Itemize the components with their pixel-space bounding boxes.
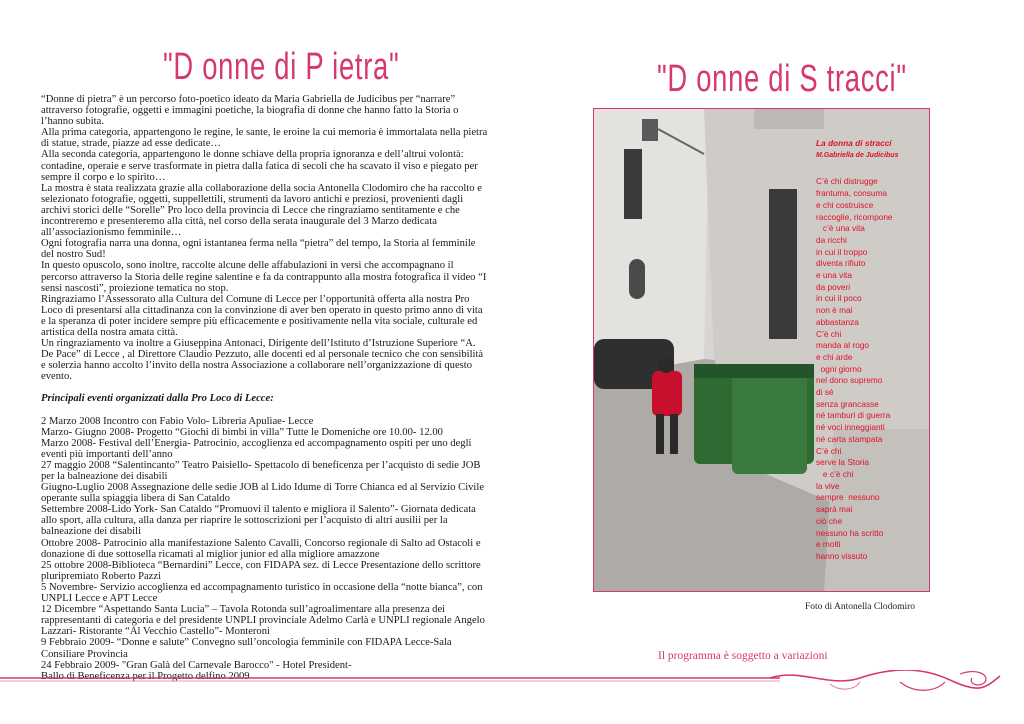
paragraph: Ogni fotografia narra una donna, ogni istantanea ferma nella “pietra” del tempo, la Storia al femminile del nostro Sud! — [41, 238, 476, 261]
paragraph: Un ringraziamento va inoltre a Giuseppina Antonaci, Dirigente dell’Istituto d’Istruzione Superiore “A. De Pace” di Lecce , al Direttore Claudio Pezzuto, alle docenti ed al personale tecnico che con sensibilità e solerzia hanno accolto l’invito della nostra Associazione a collaborare nell’organizzazione di questo evento. — [41, 338, 484, 383]
poem-line: da ricchi — [816, 234, 847, 245]
poem-line: senza grancasse — [816, 398, 879, 409]
paragraph: “Donne di pietra” è un percorso foto-poetico ideato da Maria Gabriella de Judicibus per “narrare” attraverso fotografie, oggetti e immagini poetiche, la biografia di donne che hanno fatto la Storia o l’hanno subita. — [41, 94, 459, 128]
poem-line: frantuma, consuma — [816, 188, 888, 199]
event-item: Ballo di Beneficenza per il Progetto delfino 2009 — [41, 670, 250, 682]
event-item: 12 Dicembre “Aspettando Santa Lucia” – Tavola Rotonda sull’agroalimentare alla presenza dei rappresentanti di categoria e del presidente UNPLI provinciale Adelmo Carlà e UNPLI regionale Angelo Lazzari- Ristorante “Al Vecchio Castello”- Monteroni — [41, 604, 485, 638]
poem-line: la vive — [816, 480, 840, 491]
poem-line: serve la Storia — [816, 457, 870, 468]
poem-line: e chi costruisce — [816, 199, 874, 210]
poem-line: ciò che — [816, 515, 843, 526]
right-title: "D onne di S tracci" — [657, 58, 907, 100]
poem-line: né carta stampata — [816, 433, 883, 444]
poem-line: di sé — [816, 387, 834, 398]
poem-line: e molti — [816, 539, 841, 550]
poem-line: abbastanza — [816, 316, 859, 327]
left-body — [41, 94, 489, 682]
poem-line: saprà mai — [816, 504, 853, 515]
poem-line: e una vita — [816, 270, 852, 281]
event-item: 27 maggio 2008 “Salentincanto” Teatro Paisiello- Spettacolo di beneficenza per l’acquisto di sedie JOB per la balneazione dei disabili — [41, 459, 481, 482]
events-heading: Principali eventi organizzati dalla Pro Loco di Lecce: — [41, 393, 274, 405]
poem-author: M.Gabriella de Judicibus — [816, 151, 899, 159]
poem-line: in cui il troppo — [816, 246, 868, 257]
poem-line: né voci inneggianti — [816, 422, 885, 433]
poem-line: né tamburi di guerra — [816, 410, 891, 421]
paragraph: Alla prima categoria, appartengono le regine, le sante, le eroine la cui memoria è immortalata nella pietra di statue, strade, piazze ad esse dedicate… — [41, 127, 488, 150]
event-item: Ottobre 2008- Patrocinio alla manifestazione Salento Cavalli, Concorso regionale di Salto ad Ostacoli e donazione di due sottosella ricamati al miglior junior ed alla migliore amazzone — [41, 537, 481, 560]
photo-caption: Foto di Antonella Clodomiro — [805, 602, 916, 612]
poem-line: sempre nessuno — [816, 492, 880, 503]
paragraph: In questo opuscolo, sono inoltre, raccolte alcune delle affabulazioni in versi che accompagnano il percorso attraverso la Storia delle regine salentine e fa da contrappunto alla mostra fotografica il video “I sensi nascosti”, proiezione tematica no stop. — [41, 260, 487, 294]
poem-line: e chi arde — [816, 351, 853, 362]
poem-line: C’è chi — [816, 445, 842, 456]
poem-line: in cui il poco — [816, 293, 862, 304]
poem-line: diventa rifiuto — [816, 258, 866, 269]
poem-line: non è mai — [816, 305, 853, 316]
event-item: Giugno-Luglio 2008 Assegnazione delle sedie JOB al Lido Idume di Torre Chianca ed al Servizio Civile operante sulla spiaggia libera di San Cataldo — [41, 482, 485, 505]
poem-line: C’è chi — [816, 328, 842, 339]
paragraph: La mostra è stata realizzata grazie alla collaborazione della socia Antonella Clodomiro che ha raccolto e selezionato fotografie, oggetti, suppellettili, strumenti da lavoro antichi e preziosi, provenienti dagli archivi storici delle “Sorelle” Pro loco della provincia di Lecce che ringraziamo sentitamente e che incontreremo e presenteremo alla città, nel corso della serata inaugurale del 3 Marzo dedicata all’associazionismo femminile… — [41, 182, 482, 239]
paragraph: Alla seconda categoria, appartengono le donne schiave della propria ignoranza e dell’altrui volontà: contadine, operaie e serve trasformate in pietra dalla fatica di secoli che ha scavato il viso e piegato per sempre il corpo e lo spirito… — [41, 149, 478, 183]
poem-line: ogni giorno — [816, 363, 862, 374]
event-item: Marzo- Giugno 2008- Progetto “Giochi di bimbi in villa” Tutte le Domeniche ore 10.00- 12.00 — [41, 426, 443, 438]
paragraph: Ringraziamo l’Assessorato alla Cultura del Comune di Lecce per l’opportunità offerta alla nostra Pro Loco di presentarsi alla cittadinanza con la convinzione di aver ben operato in questo primo anno di vita e la speranza di poter incidere sempre più efficacemente e positivamente nella vita sociale, culturale ed artistica della nostra amata città. — [41, 293, 483, 338]
poem-lines — [816, 176, 916, 562]
poem-line: raccoglie, ricompone — [816, 211, 893, 222]
event-item: 5 Novembre- Servizio accoglienza ed accompagnamento turistico in occasione della “notte bianca”, con UNPLI Lecce e APT Lecce — [41, 581, 483, 605]
poem — [816, 138, 916, 563]
program-footnote: Il programma è soggetto a variazioni — [658, 650, 828, 662]
poem-line: da poveri — [816, 281, 851, 292]
event-item: 9 Febbraio 2009- “Donne e salute” Convegno sull’oncologia femminile con FIDAPA Lecce-Sala Consiliare Provincia — [41, 637, 452, 660]
decorative-swirl-line — [0, 670, 1024, 700]
poem-line: e c’è chi — [816, 468, 854, 479]
poem-line: c’è una vita — [816, 223, 865, 234]
event-item: 25 ottobre 2008-Biblioteca “Bernardini” Lecce, con FIDAPA sez. di Lecce Presentazione dello scrittore pluripremiato Roberto Pazzi — [41, 559, 481, 582]
event-item: Marzo 2008- Festival dell’Energia- Patrocinio, accoglienza ed accompagnamento ospiti per uno degli eventi più importanti dell’anno — [41, 437, 472, 460]
poem-line: nel dono supremo — [816, 375, 883, 386]
event-item: 24 Febbraio 2009- "Gran Galà del Carnevale Barocco" - Hotel President- — [41, 659, 352, 671]
poem-line: nessuno ha scritto — [816, 527, 884, 538]
left-title: "D onne di P ietra" — [163, 46, 400, 88]
event-item: Settembre 2008-Lido York- San Cataldo “Promuovi il talento e migliora il Salento”- Giornata dedicata allo sport, alla cultura, alla danza per riaprire le sottoscrizioni per l’acquisto di altri ausilii per la balneazione dei disabili — [41, 504, 476, 538]
poem-line: hanno vissuto — [816, 550, 868, 561]
poem-line: C’è chi distrugge — [816, 176, 878, 187]
poem-title: La donna di stracci — [816, 138, 892, 148]
event-item: 2 Marzo 2008 Incontro con Fabio Volo- Libreria Apuliae- Lecce — [41, 415, 314, 427]
poem-line: manda al rogo — [816, 340, 870, 351]
